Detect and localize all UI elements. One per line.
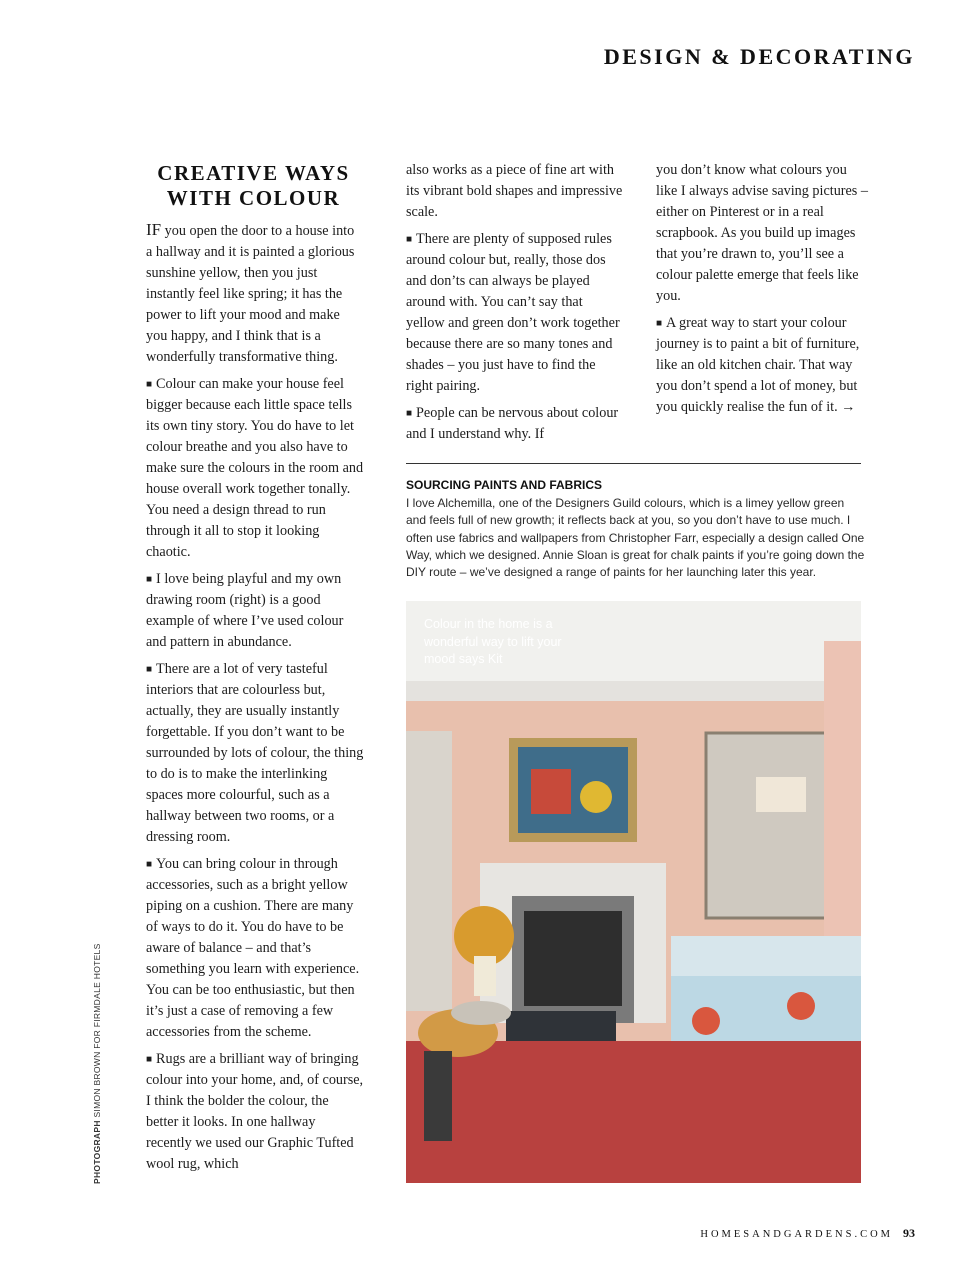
left-mirror [406,731,452,1011]
article-column-1 [146,219,364,1181]
paragraph-text: I love being playful and my own drawing room (right) is a good example of where I’ve used colour and pattern in abundance. [146,571,344,650]
bullet-icon: ■ [146,859,153,870]
red-rug [406,1041,861,1183]
paragraph-text: also works as a piece of fine art with its vibrant bold shapes and impressive scale. [406,162,623,220]
painting-shape [531,769,571,814]
paragraph [406,160,624,223]
paragraph [146,854,364,1043]
photo-credit-label: PHOTOGRAPH [92,1120,102,1184]
bullet-icon: ■ [406,408,413,419]
vase [474,956,496,996]
footer-website: HOMESANDGARDENS.COM [700,1229,893,1240]
paragraph-text: you open the door to a house into a hallway and it is painted a glorious sunshine yellow, then you just instantly feel like spring; it has the power to lift your mood and make you happy, and I think that is a wonderfully transformative thing. [146,223,355,365]
bowl [451,1001,511,1025]
bullet-icon: ■ [146,1054,153,1065]
cornice [406,681,861,703]
photo-credit-text: SIMON BROWN FOR FIRMDALE HOTELS [92,943,102,1121]
paragraph-text: There are a lot of very tasteful interiors that are colourless but, actually, they are usually instantly forgettable. If you don’t want to be surrounded by lots of colour, the thing to do is to make the interlinking spaces more colourful, such as a hallway between two rooms, or a dressing room. [146,661,364,845]
paragraph-text: Rugs are a brilliant way of bringing colour into your home, and, of course, I think the bolder the colour, the better it looks. In one hallway recently we used our Graphic Tufted wool rug, which [146,1051,364,1172]
bullet-icon: ■ [146,574,153,585]
paragraph [146,1049,364,1175]
bullet-icon: ■ [406,234,413,245]
paragraph-text: There are plenty of supposed rules around colour but, really, those dos and don’ts can always be played around with. You can’t say that yellow and green don’t work together because there are so many tones and shades – you just have to find the right pairing. [406,231,620,394]
paragraph [656,160,868,307]
page-number: 93 [903,1226,915,1240]
paragraph [146,659,364,848]
coffee-table-top [506,1011,616,1041]
pomegranate-pattern [787,992,815,1020]
article-title-line-1: CREATIVE WAYS [157,161,350,185]
room-illustration [406,601,861,1183]
paragraph-text: Colour can make your house feel bigger because each little space tells its own tiny story. You do have to let colour breathe and you also have to make sure the colours in the room and house overall work together tonally. You need a design thread to run through it all to stop it looking chaotic. [146,376,364,560]
drawing-room-photo [406,601,861,1183]
article-title [146,161,361,211]
grate [524,911,622,1006]
section-divider [406,463,861,464]
right-mirror [706,733,826,918]
section-header: DESIGN & DECORATING [603,44,915,69]
paragraph-text: You can bring colour in through accessories, such as a bright yellow piping on a cushion. There are many of ways to do it. You do have to be aware of balance – and that’s something you learn with experience. You can be too enthusiastic, but then it’s just a case of removing a few accessories from the scheme. [146,856,360,1040]
sourcing-title: SOURCING PAINTS AND FABRICS [406,478,603,492]
photo-caption: Colour in the home is a wonderful way to lift your mood says Kit [424,617,562,666]
article-title-line-2: WITH COLOUR [166,186,341,210]
bullet-icon: ■ [656,318,663,329]
photo-credit [92,943,102,1184]
article-column-3 [656,160,868,424]
bullet-icon: ■ [146,664,153,675]
paragraph [146,569,364,653]
paragraph [146,374,364,563]
paragraph [656,313,868,418]
paragraph [146,219,364,368]
paragraph [406,403,624,445]
article-column-2 [406,160,624,451]
pomegranate-pattern [692,1007,720,1035]
side-table-leg [424,1051,452,1141]
page-footer [700,1226,915,1241]
drop-cap: IF [146,220,162,239]
lamp-shade [756,777,806,812]
paragraph [406,229,624,397]
painting-fruit [580,781,612,813]
sourcing-text: I love Alchemilla, one of the Designers Guild colours, which is a limey yellow green and feels full of new growth; it reflects back at you, so you don’t have to use much. I often use fabrics and wallpapers from Christopher Farr, especially a design called One Way, which we designed. Annie Sloan is great for chalk paints if you’re going down the DIY route – we’ve designed a range of paints for her launching later this year. [406,496,865,580]
paragraph-text: People can be nervous about colour and I understand why. If [406,405,619,442]
bullet-icon: ■ [146,379,153,390]
paragraph-text: you don’t know what colours you like I always advise saving pictures – either on Pinterest or in a real scrapbook. As you build up images that you’re drawn to, you’ll see a colour palette emerge that feels like you. [656,162,868,304]
paragraph-text: A great way to start your colour journey is to paint a bit of furniture, like an old kitchen chair. That way you don’t spend a lot of money, but you quickly realise the fun of it. → [656,315,860,415]
